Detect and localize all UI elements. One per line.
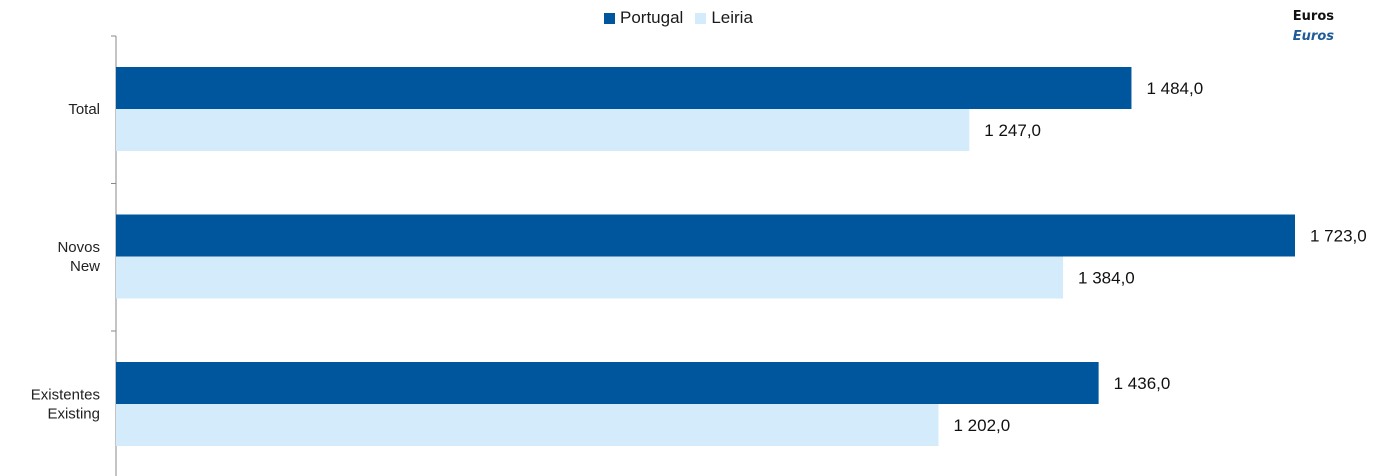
category-label-line: Novos	[57, 239, 100, 256]
category-label-line: Total	[68, 101, 100, 118]
category-label-line: New	[69, 258, 100, 275]
category-label	[68, 101, 100, 118]
bar-portugal	[116, 362, 1099, 404]
bar-leiria	[116, 109, 969, 151]
bar-leiria	[116, 404, 938, 446]
axis-layer	[111, 36, 116, 476]
legend-label-leiria: Leiria	[711, 8, 753, 27]
legend-label-portugal: Portugal	[620, 8, 684, 27]
bar-portugal	[116, 67, 1131, 109]
category-label	[57, 239, 100, 275]
category-label-line: Existing	[47, 405, 100, 423]
data-label: 1 436,0	[1113, 374, 1171, 393]
data-label: 1 247,0	[984, 121, 1042, 140]
data-label: 1 202,0	[953, 416, 1011, 435]
unit-label-en: Euros	[1292, 29, 1334, 44]
data-label: 1 484,0	[1146, 79, 1204, 98]
data-label: 1 384,0	[1078, 268, 1135, 288]
data-label: 1 723,0	[1310, 226, 1367, 246]
bar-leiria	[116, 257, 1063, 299]
bar-portugal	[116, 215, 1295, 257]
category-label-line: Existentes	[30, 386, 100, 404]
category-label	[31, 387, 100, 423]
unit-label-pt: Euros	[1292, 9, 1334, 24]
